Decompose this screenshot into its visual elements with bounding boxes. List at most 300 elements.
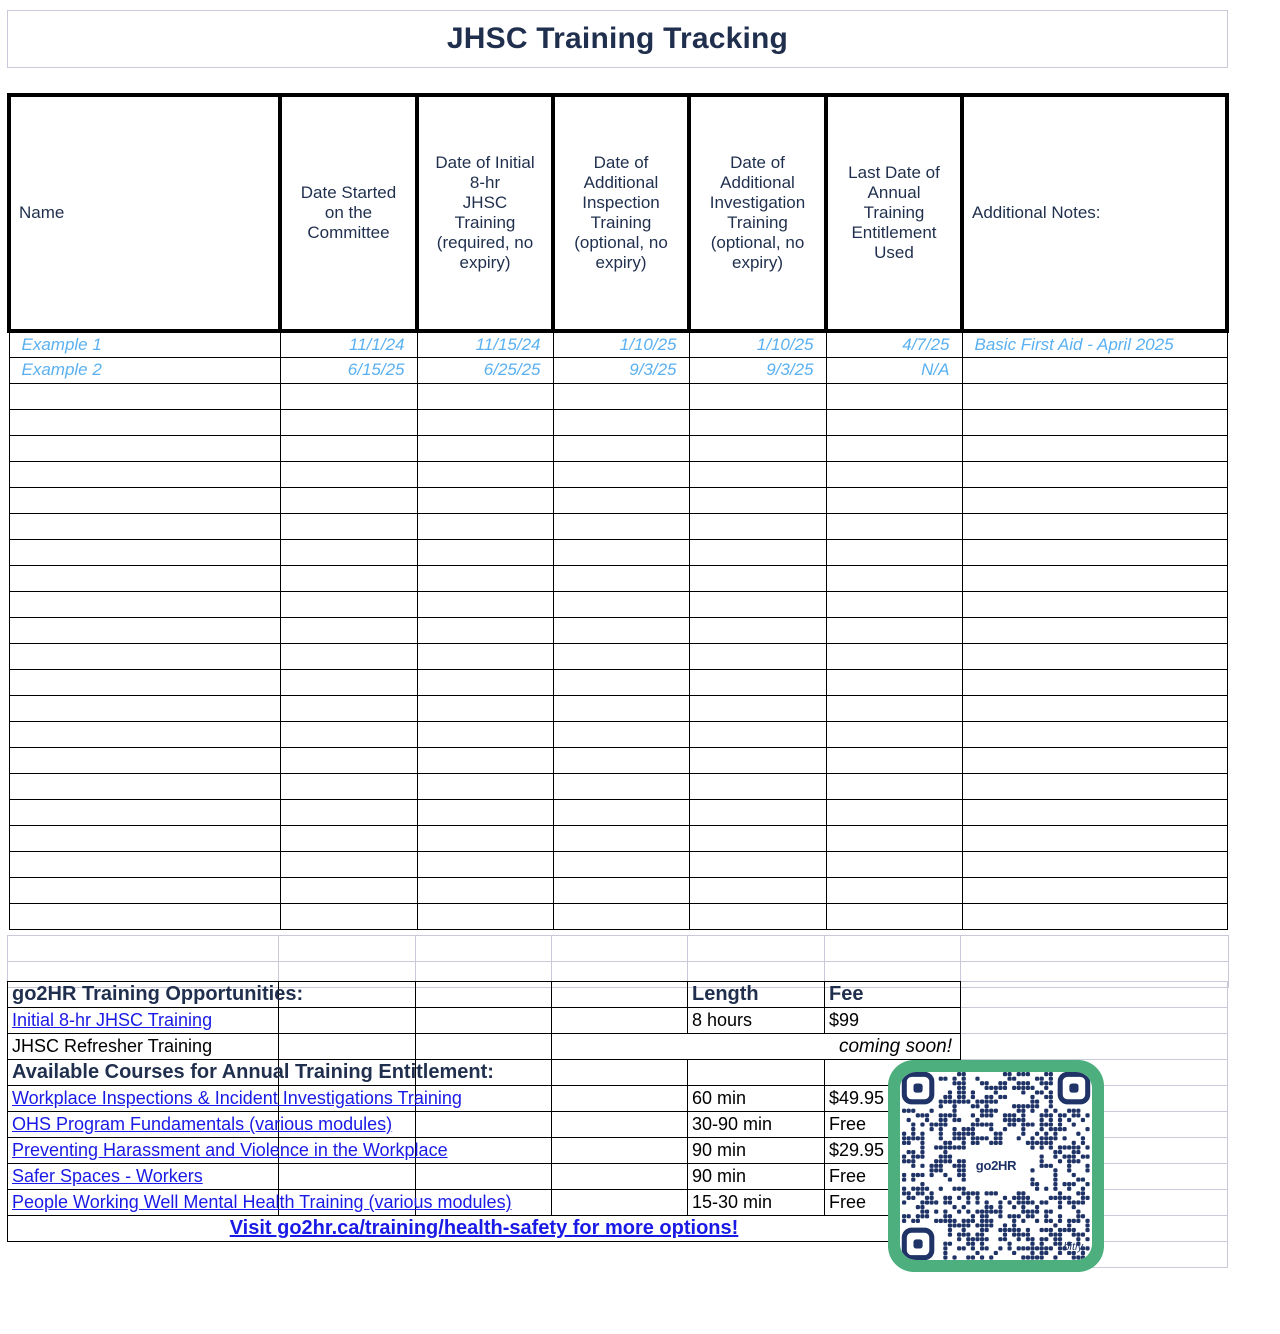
cell-empty[interactable] — [962, 643, 1227, 669]
empty-cell[interactable] — [552, 1190, 688, 1216]
column-header-additional-notes-text: Additional Notes: — [972, 202, 1101, 222]
cell-empty[interactable] — [280, 695, 417, 721]
course-fee-text: Free — [829, 1114, 867, 1134]
right-spacer-cell[interactable] — [961, 982, 1228, 1008]
cell-empty[interactable] — [9, 695, 280, 721]
cell-empty[interactable] — [962, 695, 1227, 721]
cell-empty[interactable] — [689, 695, 826, 721]
empty-cell[interactable] — [552, 1060, 688, 1086]
cell-empty[interactable] — [553, 513, 689, 539]
table-header-row — [9, 95, 1227, 331]
cell-empty[interactable] — [826, 799, 962, 825]
training-length-text: 8 hours — [692, 1010, 753, 1030]
visit-link-cell[interactable] — [8, 1216, 961, 1242]
cell-empty[interactable] — [962, 513, 1227, 539]
cell-empty[interactable] — [826, 851, 962, 877]
cell-initial-training[interactable] — [417, 331, 553, 357]
cell-empty[interactable] — [553, 591, 689, 617]
column-header-date-started-text: Date Started on the Committee — [300, 182, 397, 243]
cell-empty[interactable] — [417, 513, 553, 539]
cell-inspection-training-text: 9/3/25 — [629, 360, 677, 379]
cell-empty[interactable] — [689, 539, 826, 565]
cell-empty[interactable] — [826, 539, 962, 565]
cell-empty[interactable] — [417, 383, 553, 409]
cell-investigation-training[interactable] — [689, 331, 826, 357]
cell-empty[interactable] — [826, 513, 962, 539]
cell-empty[interactable] — [417, 825, 553, 851]
empty-cell[interactable] — [416, 1164, 552, 1190]
column-header-name-text: Name — [19, 202, 65, 222]
cell-empty[interactable] — [689, 591, 826, 617]
page-title-box — [7, 10, 1228, 68]
cell-empty[interactable] — [689, 903, 826, 929]
spacer-cell[interactable] — [688, 936, 825, 962]
cell-name[interactable] — [9, 331, 280, 357]
cell-empty[interactable] — [9, 617, 280, 643]
column-header-initial-training-text: Date of Initial 8-hr JHSC Training (required, no expiry) — [435, 152, 535, 273]
empty-cell[interactable] — [279, 1034, 416, 1060]
cell-empty[interactable] — [962, 799, 1227, 825]
cell-empty[interactable] — [280, 799, 417, 825]
course-length-cell[interactable] — [688, 1190, 825, 1216]
cell-empty[interactable] — [417, 461, 553, 487]
cell-empty[interactable] — [962, 565, 1227, 591]
cell-empty[interactable] — [689, 565, 826, 591]
course-name-cell[interactable] — [8, 1112, 393, 1138]
cell-empty[interactable] — [553, 799, 689, 825]
cell-date-started[interactable] — [280, 357, 417, 383]
cell-empty[interactable] — [280, 383, 417, 409]
cell-empty[interactable] — [280, 617, 417, 643]
column-header-annual-entitlement-text: Last Date of Annual Training Entitlement Used — [848, 162, 940, 263]
cell-notes[interactable] — [962, 357, 1227, 383]
cell-initial-training-text: 11/15/24 — [475, 334, 541, 354]
column-header-name — [9, 95, 280, 331]
cell-empty[interactable] — [417, 799, 553, 825]
cell-empty[interactable] — [280, 409, 417, 435]
cell-empty[interactable] — [9, 591, 280, 617]
section-header-row — [8, 982, 961, 1008]
course-link[interactable]: People Working Well Mental Health Training (various modules) — [12, 1192, 512, 1212]
cell-inspection-training[interactable] — [553, 331, 689, 357]
cell-inspection-training-text: 1/10/25 — [619, 334, 677, 354]
cell-empty[interactable] — [280, 903, 417, 929]
course-link[interactable]: Workplace Inspections & Incident Investigations Training — [12, 1088, 462, 1108]
table-row-empty — [9, 747, 1227, 773]
column-header-annual-entitlement — [826, 95, 962, 331]
cell-empty[interactable] — [9, 903, 280, 929]
cell-empty[interactable] — [962, 825, 1227, 851]
training-row — [8, 1008, 961, 1034]
spacer-cell[interactable] — [416, 936, 552, 962]
cell-empty[interactable] — [826, 877, 962, 903]
course-length-text: 90 min — [692, 1166, 747, 1186]
cell-empty[interactable] — [553, 383, 689, 409]
cell-notes[interactable] — [962, 331, 1227, 357]
course-length-cell[interactable] — [688, 1138, 825, 1164]
cell-empty[interactable] — [9, 513, 280, 539]
cell-empty[interactable] — [689, 825, 826, 851]
cell-empty[interactable] — [9, 409, 280, 435]
cell-empty[interactable] — [280, 513, 417, 539]
column-header-investigation-training — [689, 95, 826, 331]
column-header-inspection-training-text: Date of Additional Inspection Training (optional, no expiry) — [574, 152, 668, 273]
cell-empty[interactable] — [553, 825, 689, 851]
initial-jhsc-training-link[interactable]: Initial 8-hr JHSC Training — [12, 1010, 213, 1030]
cell-empty[interactable] — [553, 669, 689, 695]
empty-cell[interactable] — [552, 1086, 688, 1112]
empty-cell[interactable] — [552, 1112, 688, 1138]
cell-empty[interactable] — [417, 643, 553, 669]
cell-empty[interactable] — [9, 799, 280, 825]
cell-empty[interactable] — [689, 747, 826, 773]
courses-header-row — [8, 1060, 961, 1086]
course-name-cell[interactable] — [8, 1190, 512, 1216]
cell-empty[interactable] — [553, 851, 689, 877]
cell-empty[interactable] — [689, 487, 826, 513]
cell-empty[interactable] — [962, 435, 1227, 461]
qr-logo — [970, 1154, 1022, 1178]
cell-empty[interactable] — [826, 747, 962, 773]
cell-empty[interactable] — [553, 747, 689, 773]
courses-section-title: Available Courses for Annual Training Entitlement: — [12, 1061, 494, 1083]
cell-annual-entitlement-text: N/A — [921, 360, 950, 379]
jhsc-refresher-training-label: JHSC Refresher Training — [12, 1036, 213, 1056]
course-fee-text: $29.95 — [829, 1140, 885, 1160]
cell-empty[interactable] — [689, 773, 826, 799]
courses-section-title-cell — [8, 1060, 494, 1086]
cell-empty[interactable] — [417, 409, 553, 435]
cell-empty[interactable] — [280, 565, 417, 591]
cell-annual-entitlement[interactable] — [826, 357, 962, 383]
table-row — [9, 357, 1227, 383]
cell-empty[interactable] — [280, 825, 417, 851]
cell-empty[interactable] — [826, 383, 962, 409]
column-header-date-started — [280, 95, 417, 331]
cell-investigation-training[interactable] — [689, 357, 826, 383]
cell-empty[interactable] — [280, 877, 417, 903]
course-length-text: 15-30 min — [692, 1192, 773, 1212]
cell-empty[interactable] — [553, 773, 689, 799]
cell-empty[interactable] — [417, 695, 553, 721]
course-name-cell[interactable] — [8, 1164, 279, 1190]
column-header-initial-training — [417, 95, 553, 331]
cell-empty[interactable] — [417, 851, 553, 877]
table-row-empty — [9, 669, 1227, 695]
course-fee-text: Free — [829, 1192, 867, 1212]
cell-empty[interactable] — [280, 435, 417, 461]
cell-empty[interactable] — [417, 877, 553, 903]
course-link[interactable]: OHS Program Fundamentals (various modules) — [12, 1114, 393, 1134]
cell-investigation-training-text: 9/3/25 — [766, 360, 814, 379]
table-row-empty — [9, 877, 1227, 903]
fee-header-cell — [825, 982, 961, 1008]
cell-empty[interactable] — [9, 565, 280, 591]
cell-empty[interactable] — [826, 461, 962, 487]
cell-notes-text — [969, 360, 975, 379]
course-row — [8, 1112, 961, 1138]
course-length-cell[interactable] — [688, 1164, 825, 1190]
cell-annual-entitlement-text: 4/7/25 — [902, 334, 950, 354]
cell-empty[interactable] — [826, 643, 962, 669]
right-spacer-cell[interactable] — [961, 1034, 1228, 1060]
table-row-empty — [9, 409, 1227, 435]
empty-cell[interactable] — [688, 1060, 825, 1086]
qr-brand-text: bitly — [1063, 1241, 1083, 1253]
cell-empty[interactable] — [417, 903, 553, 929]
cell-empty[interactable] — [280, 461, 417, 487]
spacer-cell[interactable] — [552, 936, 688, 962]
cell-empty[interactable] — [280, 721, 417, 747]
page-title: JHSC Training Tracking — [446, 22, 789, 55]
spacer-cell[interactable] — [961, 936, 1229, 962]
length-column-header: Length — [692, 983, 759, 1005]
spacer-cell[interactable] — [279, 936, 416, 962]
cell-initial-training-text: 6/25/25 — [483, 360, 541, 379]
cell-empty[interactable] — [962, 721, 1227, 747]
cell-empty[interactable] — [962, 747, 1227, 773]
cell-empty[interactable] — [417, 773, 553, 799]
course-length-text: 90 min — [692, 1140, 747, 1160]
cell-empty[interactable] — [962, 409, 1227, 435]
cell-empty[interactable] — [417, 721, 553, 747]
spacer-cell[interactable] — [825, 936, 961, 962]
cell-empty[interactable] — [962, 539, 1227, 565]
cell-empty[interactable] — [962, 487, 1227, 513]
cell-empty[interactable] — [962, 591, 1227, 617]
cell-date-started-text: 6/15/25 — [347, 360, 405, 379]
cell-investigation-training-text: 1/10/25 — [756, 334, 814, 354]
jhsc-tracking-table — [7, 93, 1229, 930]
cell-empty[interactable] — [826, 591, 962, 617]
right-spacer-row — [961, 1008, 1228, 1034]
cell-empty[interactable] — [553, 903, 689, 929]
table-row-empty — [9, 539, 1227, 565]
course-row — [8, 1190, 961, 1216]
cell-empty[interactable] — [826, 409, 962, 435]
table-row-empty — [9, 721, 1227, 747]
cell-empty[interactable] — [280, 539, 417, 565]
cell-empty[interactable] — [689, 643, 826, 669]
cell-empty[interactable] — [9, 773, 280, 799]
course-fee-text: $49.95 — [829, 1088, 885, 1108]
table-row-empty — [9, 799, 1227, 825]
course-length-cell[interactable] — [688, 1086, 825, 1112]
cell-empty[interactable] — [689, 435, 826, 461]
training-section-title: go2HR Training Opportunities: — [12, 983, 304, 1005]
table-row-empty — [9, 565, 1227, 591]
cell-empty[interactable] — [553, 409, 689, 435]
cell-empty[interactable] — [9, 669, 280, 695]
table-row-empty — [9, 487, 1227, 513]
cell-empty[interactable] — [553, 435, 689, 461]
cell-empty[interactable] — [280, 643, 417, 669]
table-row-empty — [9, 513, 1227, 539]
cell-empty[interactable] — [826, 565, 962, 591]
cell-empty[interactable] — [9, 487, 280, 513]
right-spacer-row — [961, 982, 1228, 1008]
right-spacer-cell[interactable] — [961, 1008, 1228, 1034]
cell-empty[interactable] — [962, 851, 1227, 877]
cell-empty[interactable] — [9, 851, 280, 877]
table-row-empty — [9, 903, 1227, 929]
right-spacer-row — [961, 1034, 1228, 1060]
cell-date-started[interactable] — [280, 331, 417, 357]
empty-cell[interactable] — [552, 1138, 688, 1164]
cell-empty[interactable] — [689, 617, 826, 643]
column-header-additional-notes — [962, 95, 1227, 331]
spacer-cell[interactable] — [8, 936, 279, 962]
cell-empty[interactable] — [826, 825, 962, 851]
empty-cell[interactable] — [552, 1008, 688, 1034]
training-length-cell[interactable] — [688, 1008, 825, 1034]
cell-empty[interactable] — [9, 383, 280, 409]
length-header-cell — [688, 982, 825, 1008]
cell-empty[interactable] — [826, 773, 962, 799]
empty-cell[interactable] — [552, 982, 688, 1008]
training-section-title-cell — [8, 982, 304, 1008]
cell-empty[interactable] — [962, 903, 1227, 929]
cell-annual-entitlement[interactable] — [826, 331, 962, 357]
cell-empty[interactable] — [9, 877, 280, 903]
cell-empty[interactable] — [962, 617, 1227, 643]
spacer-row — [8, 936, 1229, 962]
column-header-investigation-training-text: Date of Additional Investigation Training (optional, no expiry) — [709, 152, 806, 273]
cell-empty[interactable] — [962, 669, 1227, 695]
empty-cell[interactable] — [552, 1164, 688, 1190]
cell-empty[interactable] — [962, 383, 1227, 409]
cell-empty[interactable] — [553, 695, 689, 721]
training-course-name-cell[interactable] — [8, 1008, 279, 1034]
coming-soon-text: coming soon! — [838, 1035, 952, 1057]
empty-cell[interactable] — [416, 1008, 552, 1034]
course-length-cell[interactable] — [688, 1112, 825, 1138]
training-row — [8, 1034, 961, 1060]
cell-empty[interactable] — [280, 851, 417, 877]
cell-empty[interactable] — [553, 565, 689, 591]
cell-empty[interactable] — [689, 669, 826, 695]
training-course-name-cell[interactable] — [8, 1034, 279, 1060]
table-row-empty — [9, 435, 1227, 461]
cell-empty[interactable] — [553, 617, 689, 643]
table-row — [9, 331, 1227, 357]
cell-empty[interactable] — [280, 591, 417, 617]
coming-soon-cell — [552, 1034, 961, 1060]
cell-name[interactable] — [9, 357, 280, 383]
cell-empty[interactable] — [553, 487, 689, 513]
qr-code-badge[interactable] — [888, 1060, 1104, 1272]
empty-cell[interactable] — [279, 1164, 416, 1190]
course-link[interactable]: Safer Spaces - Workers — [12, 1166, 203, 1186]
fee-column-header: Fee — [829, 983, 864, 1005]
cell-empty[interactable] — [417, 565, 553, 591]
cell-empty[interactable] — [9, 643, 280, 669]
cell-empty[interactable] — [280, 669, 417, 695]
cell-empty[interactable] — [9, 461, 280, 487]
cell-notes-text: Basic First Aid - April 2025 — [974, 334, 1174, 354]
table-row-empty — [9, 825, 1227, 851]
cell-empty[interactable] — [689, 851, 826, 877]
course-length-text: 60 min — [692, 1088, 747, 1108]
cell-empty[interactable] — [689, 461, 826, 487]
cell-empty[interactable] — [826, 669, 962, 695]
cell-empty[interactable] — [9, 825, 280, 851]
table-row-empty — [9, 695, 1227, 721]
course-fee-text: Free — [829, 1166, 867, 1186]
training-fee-cell[interactable] — [825, 1008, 961, 1034]
cell-empty[interactable] — [9, 435, 280, 461]
table-row-empty — [9, 643, 1227, 669]
cell-empty[interactable] — [417, 669, 553, 695]
cell-empty[interactable] — [689, 513, 826, 539]
cell-empty[interactable] — [553, 539, 689, 565]
cell-empty[interactable] — [417, 591, 553, 617]
qr-code-image[interactable] — [900, 1072, 1092, 1260]
training-opportunities-table — [7, 981, 961, 1242]
course-name-cell[interactable] — [8, 1086, 462, 1112]
cell-empty[interactable] — [689, 877, 826, 903]
empty-cell[interactable] — [416, 982, 552, 1008]
cell-empty[interactable] — [417, 539, 553, 565]
course-name-cell[interactable] — [8, 1138, 448, 1164]
cell-empty[interactable] — [553, 461, 689, 487]
cell-empty[interactable] — [417, 435, 553, 461]
cell-empty[interactable] — [9, 721, 280, 747]
cell-empty[interactable] — [689, 409, 826, 435]
table-row-empty — [9, 591, 1227, 617]
cell-empty[interactable] — [826, 487, 962, 513]
cell-empty[interactable] — [553, 721, 689, 747]
visit-go2hr-link[interactable]: Visit go2hr.ca/training/health-safety for more options! — [229, 1217, 739, 1239]
empty-cell[interactable] — [416, 1034, 552, 1060]
table-row-empty — [9, 383, 1227, 409]
cell-empty[interactable] — [417, 487, 553, 513]
cell-empty[interactable] — [962, 773, 1227, 799]
cell-empty[interactable] — [826, 617, 962, 643]
cell-empty[interactable] — [553, 877, 689, 903]
empty-cell[interactable] — [279, 1008, 416, 1034]
cell-empty[interactable] — [826, 721, 962, 747]
cell-empty[interactable] — [280, 773, 417, 799]
course-row — [8, 1164, 961, 1190]
cell-empty[interactable] — [9, 539, 280, 565]
cell-empty[interactable] — [280, 747, 417, 773]
cell-empty[interactable] — [689, 721, 826, 747]
cell-empty[interactable] — [962, 877, 1227, 903]
cell-empty[interactable] — [280, 487, 417, 513]
cell-date-started-text: 11/1/24 — [349, 334, 405, 354]
cell-initial-training[interactable] — [417, 357, 553, 383]
table-row-empty — [9, 617, 1227, 643]
course-length-text: 30-90 min — [692, 1114, 773, 1134]
cell-empty[interactable] — [417, 617, 553, 643]
cell-empty[interactable] — [826, 435, 962, 461]
course-row — [8, 1086, 961, 1112]
course-link[interactable]: Preventing Harassment and Violence in the Workplace — [12, 1140, 448, 1160]
cell-empty[interactable] — [826, 903, 962, 929]
cell-empty[interactable] — [417, 747, 553, 773]
cell-empty[interactable] — [689, 383, 826, 409]
cell-empty[interactable] — [9, 747, 280, 773]
empty-cell[interactable] — [416, 1112, 552, 1138]
cell-empty[interactable] — [826, 695, 962, 721]
cell-empty[interactable] — [689, 799, 826, 825]
cell-empty[interactable] — [962, 461, 1227, 487]
qr-logo-text: go2HR — [975, 1158, 1017, 1173]
cell-inspection-training[interactable] — [553, 357, 689, 383]
cell-empty[interactable] — [553, 643, 689, 669]
course-row — [8, 1138, 961, 1164]
